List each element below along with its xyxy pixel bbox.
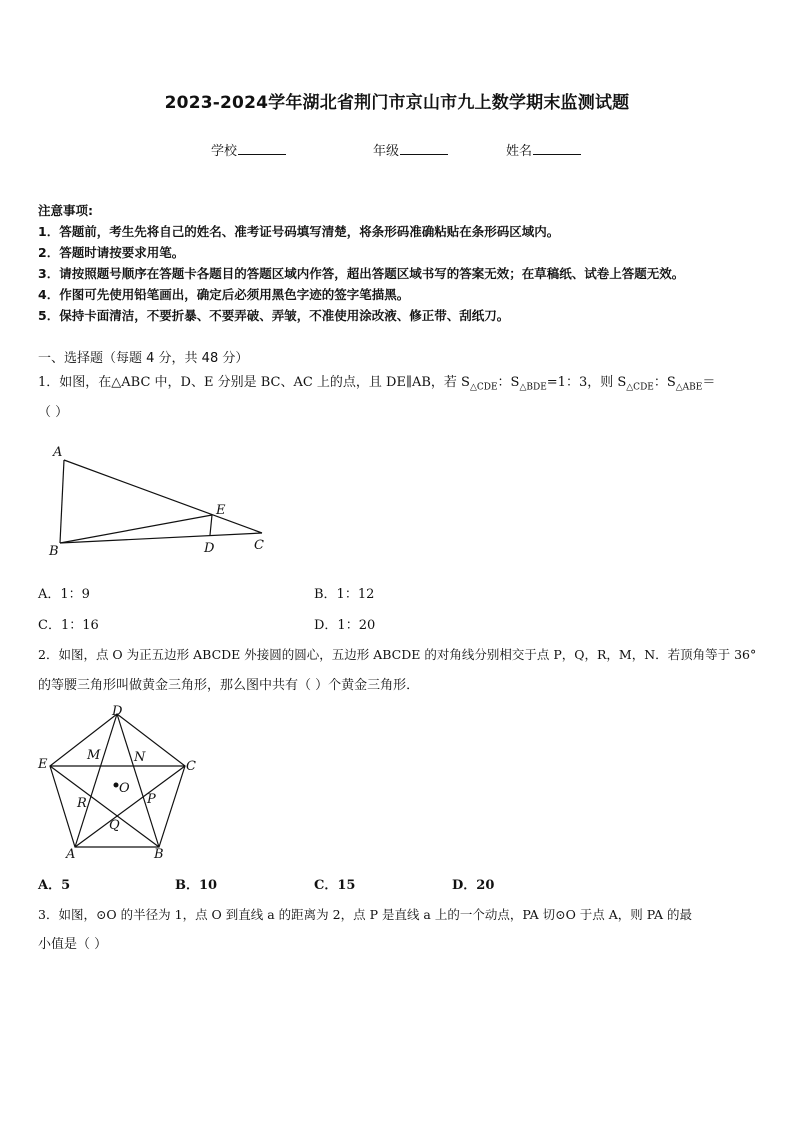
note-item: 1．答题前，考生先将自己的姓名、准考证号码填写清楚，将条形码准确粘贴在条形码区域内。 bbox=[38, 224, 560, 239]
question-1-text bbox=[38, 373, 760, 398]
label-e: E bbox=[38, 757, 48, 772]
label-d: D bbox=[204, 541, 215, 556]
notes-block bbox=[38, 200, 684, 326]
grade-label: 年级 bbox=[373, 144, 400, 159]
q1-text-part: ：S bbox=[653, 375, 676, 390]
q1-text-part: ：S bbox=[497, 375, 520, 390]
label-o: O bbox=[119, 781, 130, 796]
q1-subscript: △CDE bbox=[626, 382, 654, 393]
label-d: D bbox=[112, 704, 123, 719]
q1-option-d[interactable]: D．1：20 bbox=[314, 618, 376, 633]
page-title: 2023-2024学年湖北省荆门市京山市九上数学期末监测试题 bbox=[164, 93, 630, 113]
segment-ac bbox=[64, 460, 262, 533]
label-r: R bbox=[77, 796, 87, 811]
school-label: 学校 bbox=[211, 144, 238, 159]
name-blank bbox=[533, 142, 581, 155]
segment-de bbox=[210, 515, 212, 535]
note-item: 5．保持卡面清洁，不要折暴、不要弄破、弄皱，不准使用涂改液、修正带、刮纸刀。 bbox=[38, 308, 510, 323]
grade-blank bbox=[400, 142, 448, 155]
q1-option-b[interactable]: B．1：12 bbox=[314, 587, 375, 602]
label-e: E bbox=[216, 503, 226, 518]
segment-ab bbox=[60, 460, 64, 543]
name-field bbox=[506, 140, 581, 159]
q1-subscript: △ABE bbox=[675, 382, 703, 393]
label-a: A bbox=[53, 445, 63, 460]
q2-option-a[interactable]: A．5 bbox=[38, 878, 71, 893]
note-item: 2．答题时请按要求用笔。 bbox=[38, 245, 185, 260]
school-blank bbox=[238, 142, 286, 155]
label-q: Q bbox=[109, 818, 120, 833]
label-b: B bbox=[154, 847, 164, 862]
question-1-paren: （ ） bbox=[38, 405, 69, 420]
q1-option-c[interactable]: C．1：16 bbox=[38, 618, 99, 633]
label-m: M bbox=[87, 748, 101, 763]
label-p: P bbox=[147, 792, 156, 807]
label-a: A bbox=[66, 847, 76, 862]
question-3-line1: 3．如图，⊙O 的半径为 1，点 O 到直线 a 的距离为 2，点 P 是直线 a 上的一个动点，PA 切⊙O 于点 A，则 PA 的最 bbox=[38, 907, 693, 922]
diagonal-ca bbox=[75, 766, 185, 847]
q2-option-b[interactable]: B．10 bbox=[175, 878, 218, 893]
label-c: C bbox=[186, 759, 196, 774]
q2-pentagon-figure bbox=[34, 700, 204, 865]
label-n: N bbox=[134, 750, 146, 765]
question-2-line1: 2．如图，点 O 为正五边形 ABCDE 外接圆的圆心，五边形 ABCDE 的对角线分别相交于点 P，Q，R，M，N．若顶角等于 36° bbox=[38, 647, 757, 662]
name-label: 姓名 bbox=[506, 144, 533, 159]
diagonal-eb bbox=[50, 766, 159, 847]
note-item: 4．作图可先使用铅笔画出，确定后必须用黑色字迹的签字笔描黑。 bbox=[38, 287, 410, 302]
q2-option-d[interactable]: D．20 bbox=[452, 878, 495, 893]
q1-subscript: △CDE bbox=[469, 382, 498, 393]
q1-triangle-figure bbox=[40, 440, 280, 560]
section-heading: 一、选择题（每题 4 分，共 48 分） bbox=[38, 351, 249, 366]
q1-text-part: =1：3，则 S bbox=[546, 375, 627, 390]
school-field bbox=[211, 140, 286, 159]
grade-field bbox=[373, 140, 448, 159]
q1-text-part: ＝ bbox=[702, 375, 716, 390]
note-item: 3．请按照题号顺序在答题卡各题目的答题区域内作答，超出答题区域书写的答案无效；在草稿纸、试卷上答题无效。 bbox=[38, 266, 685, 281]
question-3-line2: 小值是（ ） bbox=[38, 937, 108, 952]
notes-heading: 注意事项: bbox=[38, 203, 93, 218]
center-point-o bbox=[114, 783, 119, 788]
q1-subscript: △BDE bbox=[519, 382, 547, 393]
label-c: C bbox=[254, 538, 264, 553]
q1-text-part: 1．如图，在△ABC 中，D、E 分别是 BC、AC 上的点，且 DE∥AB，若 S bbox=[38, 375, 470, 390]
q1-option-a[interactable]: A．1：9 bbox=[38, 587, 90, 602]
label-b: B bbox=[49, 544, 59, 559]
q2-option-c[interactable]: C．15 bbox=[314, 878, 356, 893]
question-2-line2: 的等腰三角形叫做黄金三角形，那么图中共有（ ）个黄金三角形． bbox=[38, 678, 420, 693]
